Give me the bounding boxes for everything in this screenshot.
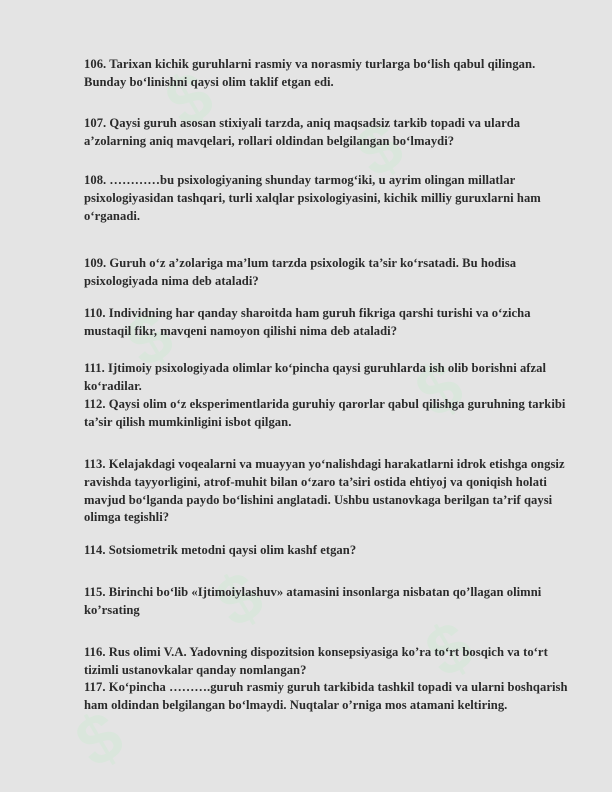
question-117: 117. Ko‘pincha ……….guruh rasmiy guruh tarkibida tashkil topadi va ularni boshqarish ham oldindan belgilangan bo‘lmaydi. Nuqtalar o’rniga mos atamani keltiring. [84, 680, 568, 712]
watermark-logo: $ [342, 107, 413, 193]
watermark-logo: $ [112, 297, 183, 383]
watermark-logo: $ [152, 57, 223, 143]
question-116: 116. Rus olimi V.A. Yadovning dispozitsion konsepsiyasiga ko’ra to‘rt bosqich va to‘rt tizimli ustanovkalar qanday nomlangan? [84, 645, 548, 677]
question-109: 109. Guruh o‘z a’zolariga ma’lum tarzda psixologik ta’sir ko‘rsatadi. Bu hodisa psixologiyada nima deb ataladi? [84, 256, 517, 288]
watermark-logo: $ [412, 607, 483, 693]
watermark-logo: $ [62, 697, 133, 783]
question-110: 110. Individning har qanday sharoitda ham guruh fikriga qarshi turishi va o‘zicha mustaqil fikr, mavqeni namoyon qilishi nima deb ataladi? [84, 306, 531, 338]
watermark-logo: $ [402, 347, 473, 433]
question-115: 115. Birinchi bo‘lib «Ijtimoiylashuv» atamasini insonlarga nisbatan qo’llagan olimni ko’rsating [84, 585, 542, 617]
question-107: 107. Qaysi guruh asosan stixiyali tarzda, aniq maqsadsiz tarkib topadi va ularda a’zolarning aniq mavqelari, rollari oldindan belgilangan bo‘lmaydi? [84, 116, 521, 148]
question-106: 106. Tarixan kichik guruhlarni rasmiy va norasmiy turlarga bo‘lish qabul qilingan. Bunday bo‘linishni qaysi olim taklif etgan edi. [84, 57, 536, 89]
watermark-logo: $ [202, 557, 273, 643]
question-113: 113. Kelajakdagi voqealarni va muayyan yo‘nalishdagi harakatlarni idrok etishga ongsiz ravishda tayyorligini, atrof-muhit bilan o‘zaro ta’siri ostida ehtiyoj va qoniqish holati mavjud bo‘lganda paydo bo‘lishini anglatadi. Ushbu ustanovkaga berilgan ta’rif qaysi olimga tegishli? [84, 457, 565, 525]
question-111: 111. Ijtimoiy psixologiyada olimlar ko‘pincha qaysi guruhlarda ish olib borishni afzal ko‘radilar. [84, 361, 547, 393]
question-108: 108. …………bu psixologiyaning shunday tarmog‘iki, u ayrim olingan millatlar psixologiyasidan tashqari, turli xalqlar psixologiyasini, kichik milliy guruxlarni ham o‘rganadi. [84, 173, 541, 223]
question-112: 112. Qaysi olim o‘z eksperimentlarida guruhiy qarorlar qabul qilishga guruhning tarkibi ta’sir qilish mumkinligini isbot qilgan. [84, 397, 566, 429]
question-114: 114. Sotsiometrik metodni qaysi olim kashf etgan? [84, 543, 357, 557]
